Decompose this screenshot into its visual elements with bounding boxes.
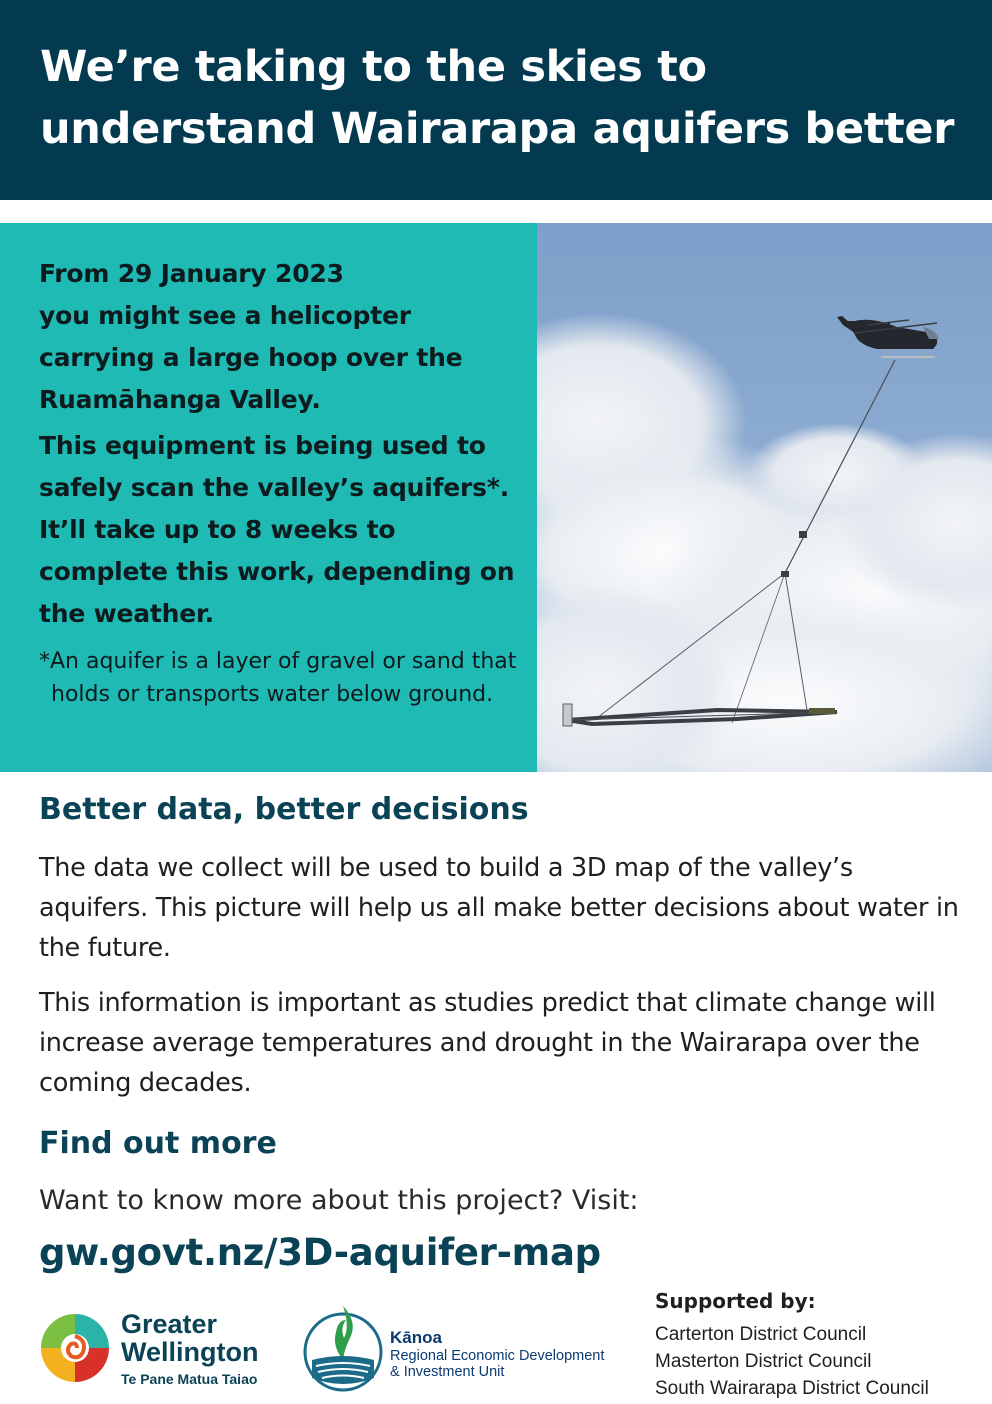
kanoa-subtitle-2: & Investment Unit xyxy=(390,1364,505,1380)
intro-date: From 29 January 2023 xyxy=(39,259,344,288)
kanoa-subtitle-1: Regional Economic Development xyxy=(390,1348,605,1364)
title-line-2: understand Wairarapa aquifers better xyxy=(40,104,955,154)
kanoa-logo xyxy=(302,1298,642,1394)
kanoa-name: Kānoa xyxy=(390,1328,442,1347)
better-data-paragraph-2: This information is important as studies predict that climate change will increase average temperatures and drought in the Wairarapa over the coming decades. xyxy=(39,988,936,1098)
gw-name-line-2: Wellington xyxy=(121,1337,259,1367)
council-item: South Wairarapa District Council xyxy=(655,1378,929,1399)
better-data-heading: Better data, better decisions xyxy=(39,792,529,827)
intro-paragraph-1 xyxy=(39,253,519,421)
council-item: Masterton District Council xyxy=(655,1351,872,1372)
find-out-more-heading: Find out more xyxy=(39,1126,277,1161)
better-data-paragraph-1: The data we collect will be used to build a 3D map of the valley’s aquifers. This picture will help us all make better decisions about water in the future. xyxy=(39,853,959,963)
title-line-1: We’re taking to the skies to xyxy=(40,42,707,92)
helicopter-photo xyxy=(537,223,992,772)
header-banner xyxy=(0,0,992,200)
gw-name-line-1: Greater xyxy=(121,1309,218,1339)
gw-wordmark xyxy=(121,1310,258,1388)
intro-helicopter-text: you might see a helicopter carrying a large hoop over the Ruamāhanga Valley. xyxy=(39,301,463,414)
kanoa-fern-wave-icon xyxy=(302,1298,386,1394)
council-list xyxy=(655,1321,975,1402)
helicopter-hoop-photo-icon xyxy=(537,223,992,772)
page-title xyxy=(40,36,970,160)
kanoa-wordmark xyxy=(390,1328,604,1380)
gw-tagline: Te Pane Matua Taiao xyxy=(121,1371,258,1387)
greater-wellington-swirl-icon xyxy=(37,1310,113,1386)
intro-paragraph-2: This equipment is being used to safely scan the valley’s aquifers*. It’ll take up to 8 weeks to complete this work, depending on the weather. xyxy=(39,431,515,628)
intro-panel xyxy=(0,223,537,772)
supported-by xyxy=(655,1287,975,1402)
council-item: Carterton District Council xyxy=(655,1324,867,1345)
project-link[interactable]: gw.govt.nz/3D-aquifer-map xyxy=(39,1231,601,1274)
greater-wellington-logo xyxy=(37,1308,287,1390)
supported-by-title: Supported by: xyxy=(655,1289,816,1313)
aquifer-footnote: *An aquifer is a layer of gravel or sand that holds or transports water below ground. xyxy=(39,649,517,707)
visit-text: Want to know more about this project? Visit: xyxy=(39,1185,639,1216)
project-link-container xyxy=(39,1229,601,1277)
intro-text xyxy=(39,253,519,635)
